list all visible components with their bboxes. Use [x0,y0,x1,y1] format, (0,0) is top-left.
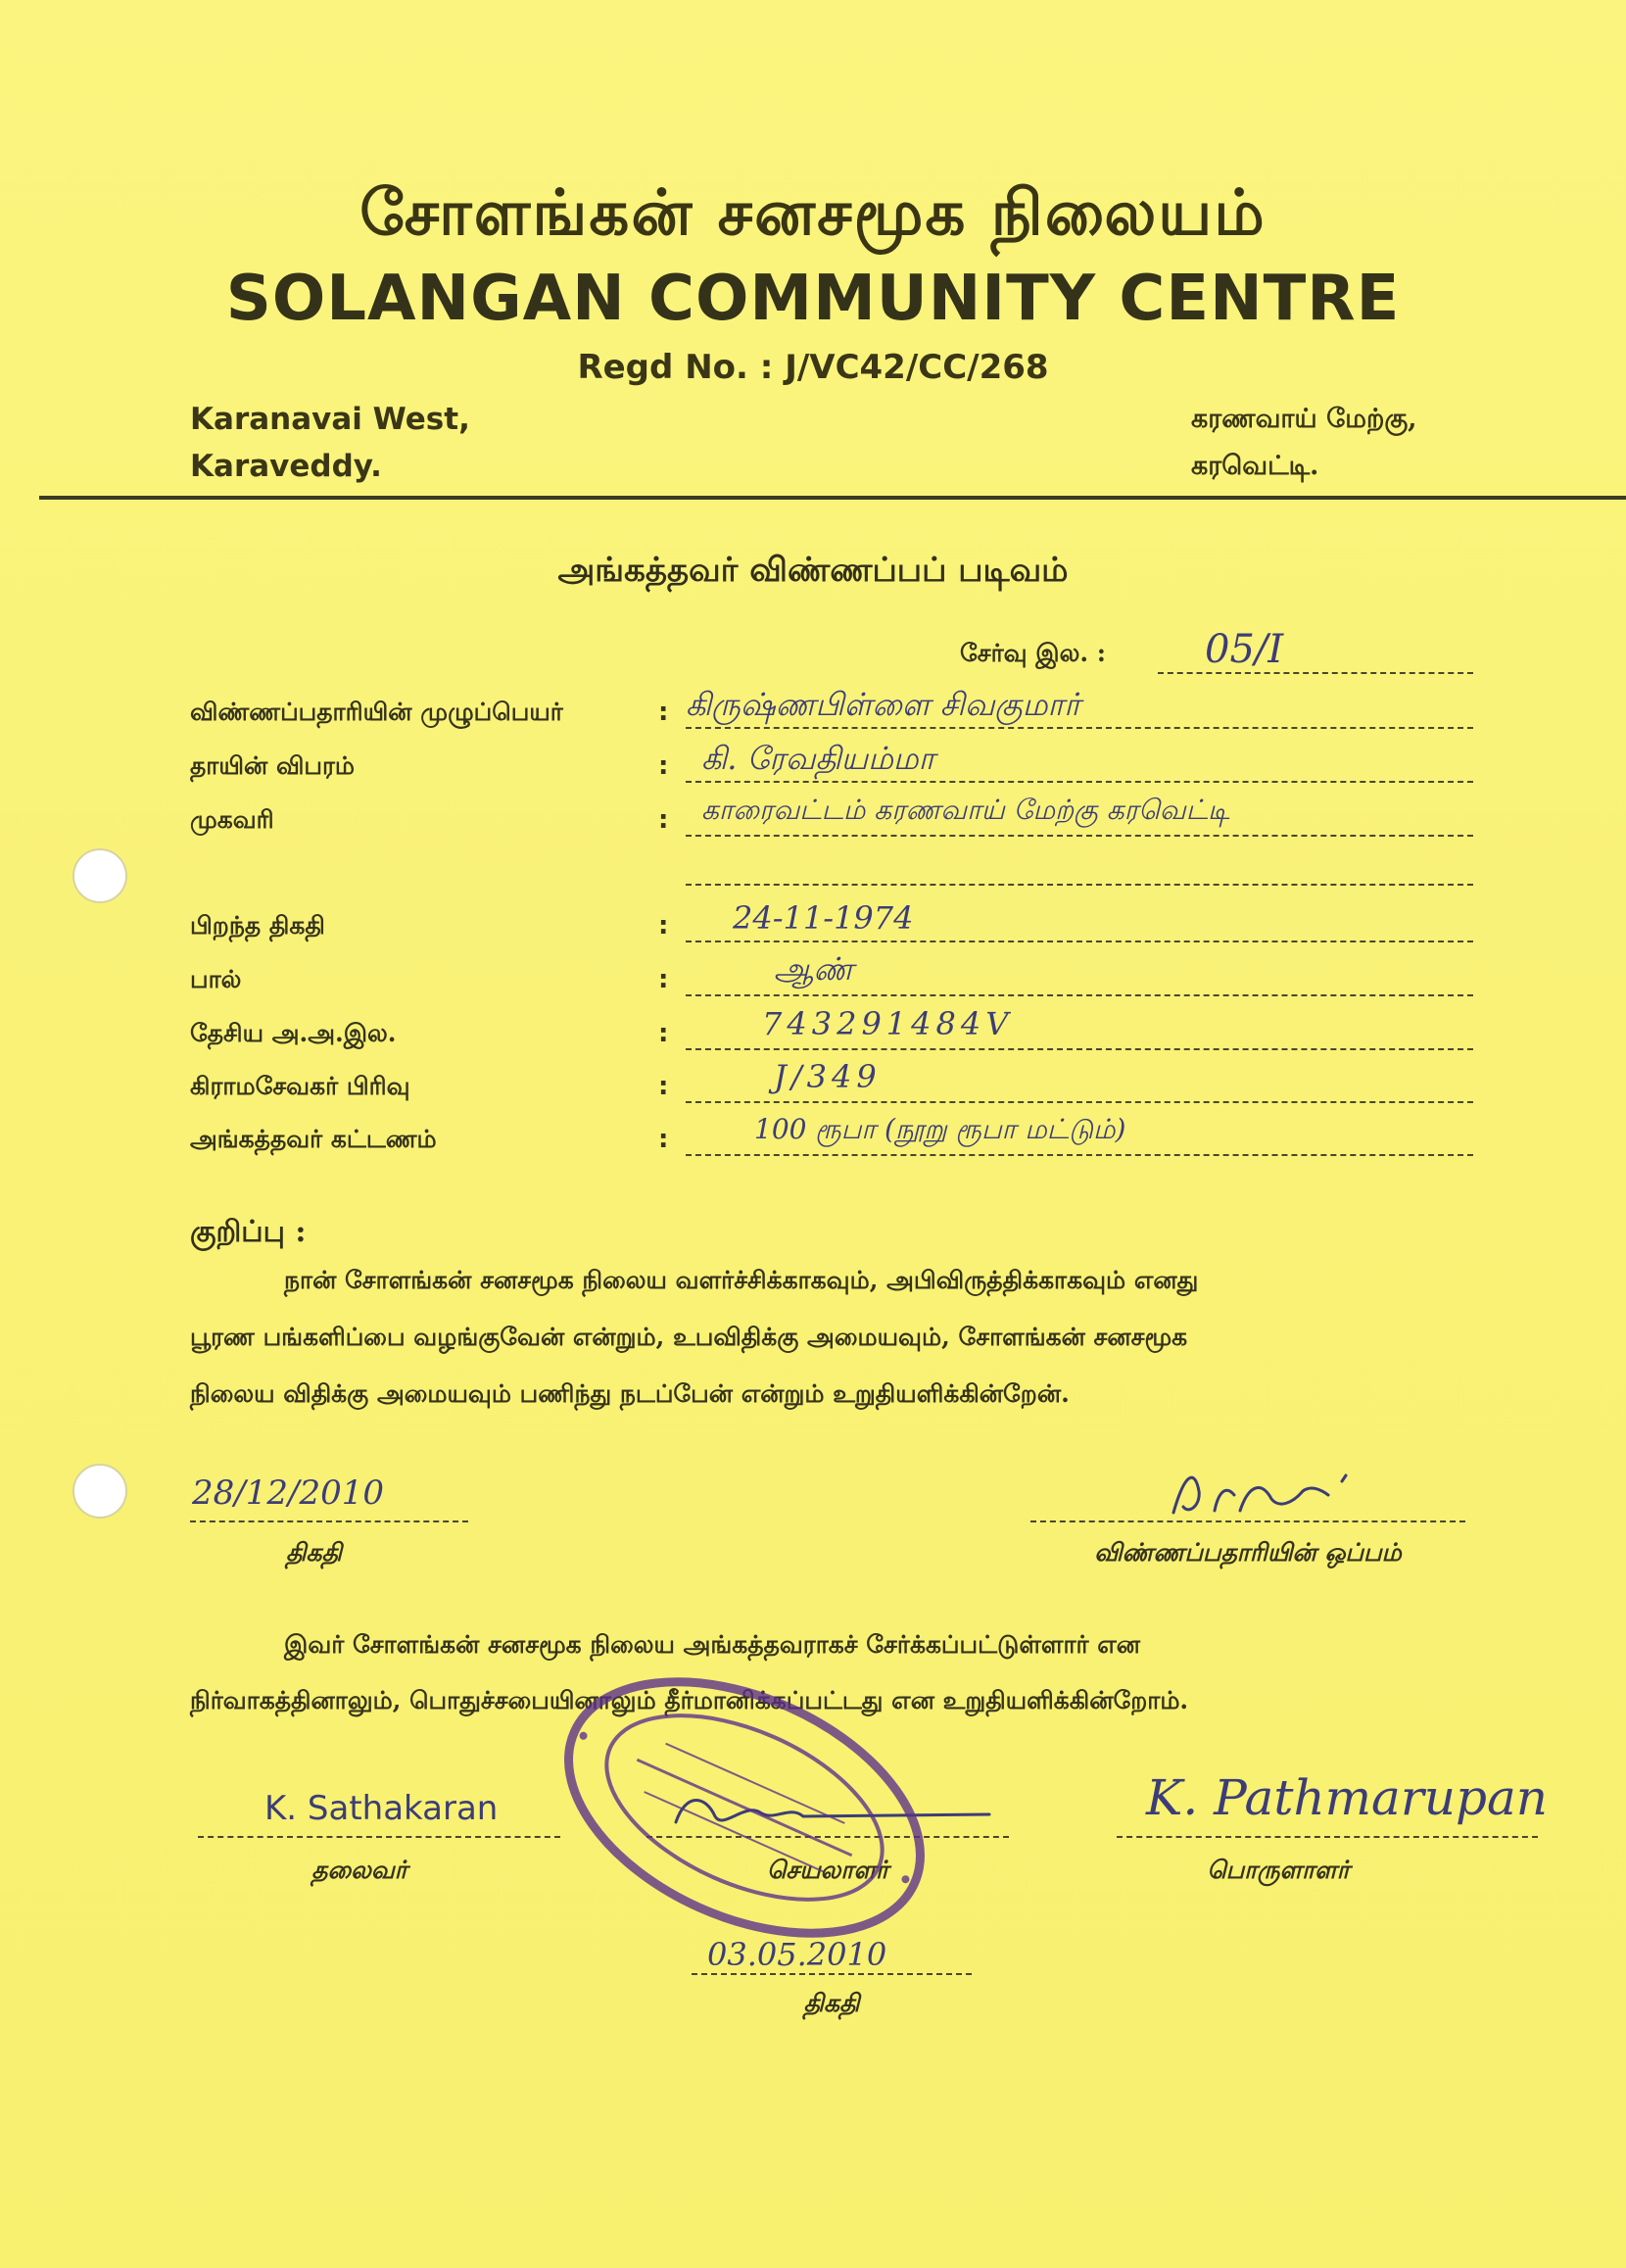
field-colon: : [658,1072,669,1101]
header-divider [39,496,1626,500]
field-line [686,939,1473,942]
field-line [686,1046,1473,1050]
applicant-date-caption: திகதி [286,1538,342,1567]
registration-number: Regd No. : J/VC42/CC/268 [577,348,1049,387]
approval-date-value: 03.05.2010 [707,1936,887,1973]
address-tamil-line2: கரவெட்டி. [1191,451,1319,481]
address-english [190,396,470,490]
field-line [686,833,1473,837]
president-signature-line [198,1834,560,1838]
field-line [686,992,1473,996]
field-colon: : [658,1125,669,1154]
applicant-signature-line [1030,1519,1465,1522]
treasurer-signature: K. Pathmarupan [1146,1769,1548,1826]
treasurer-caption: பொருளாளர் [1207,1856,1350,1884]
approval-line1: இவர் சோளங்கன் சனசமூக நிலைய அங்கத்தவராகச் சேர்க்கப்பட்டுள்ளார் என [284,1630,1141,1659]
field-colon: : [658,751,669,781]
field-label-mother: தாயின் விபரம் [190,751,356,780]
address-english-line1: Karanavai West, [190,402,470,437]
field-line [686,1099,1473,1103]
field-label-nic: தேசிய அ.அ.இல. [190,1019,397,1047]
field-label-dob: பிறந்த திகதி [190,911,325,940]
field-line [686,1152,1473,1156]
applicant-date-line [190,1519,468,1522]
address-tamil [1191,396,1417,490]
note-line2: பூரண பங்களிப்பை வழங்குவேன் என்றும், உபவிதிக்கு அமையவும், சோளங்கன் சனசமூக [190,1323,1188,1351]
field-value-full-name: கிருஷ்ணபிள்ளை சிவகுமார் [686,686,1080,723]
president-caption: தலைவர் [311,1856,407,1884]
address-english-line2: Karaveddy. [190,449,382,484]
title-english: SOLANGAN COMMUNITY CENTRE [225,263,1401,335]
field-colon: : [658,1019,669,1048]
field-label-gs-division: கிராமசேவகர் பிரிவு [190,1072,410,1100]
punch-hole-bottom [72,1464,127,1519]
punch-hole-top [72,848,127,903]
note-heading: குறிப்பு : [190,1215,307,1249]
field-line-address-2 [686,882,1473,886]
treasurer-signature-line [1117,1834,1538,1838]
approval-date-line [692,1971,972,1975]
field-colon: : [658,965,669,994]
field-value-sex: ஆண் [774,950,854,988]
field-colon: : [658,698,669,727]
note-line3: நிலைய விதிக்கு அமையவும் பணிந்து நடப்பேன் என்றும் உறுதியளிக்கின்றேன். [190,1379,1070,1408]
field-value-address: காரைவட்டம் கரணவாய் மேற்கு கரவெட்டி [701,794,1230,826]
field-label-fee: அங்கத்தவர் கட்டணம் [190,1125,437,1153]
applicant-signature-caption: விண்ணப்பதாரியின் ஒப்பம் [1094,1538,1402,1567]
address-tamil-line1: கரணவாய் மேற்கு, [1191,404,1417,434]
organization-stamp-icon [529,1665,960,1950]
note-line1: நான் சோளங்கன் சனசமூக நிலைய வளர்ச்சிக்காகவும், அபிவிருத்திக்காகவும் எனது [284,1266,1199,1294]
form-title: அங்கத்தவர் விண்ணப்பப் படிவம் [557,551,1069,590]
field-label-sex: பால் [190,965,242,993]
approval-line2: நிர்வாகத்தினாலும், பொதுச்சபையினாலும் தீர்மானிக்கப்பட்டது என உறுதியளிக்கின்றோம். [190,1686,1189,1714]
entry-number-value: 05/I [1205,627,1284,672]
field-colon: : [658,911,669,941]
applicant-date-value: 28/12/2010 [192,1473,384,1513]
field-value-nic: 743291484V [762,1005,1014,1042]
field-value-dob: 24-11-1974 [733,899,914,937]
entry-number-label: சேர்வு இல. : [960,639,1106,667]
title-tamil: சோளங்கன் சனசமூக நிலையம் [359,176,1267,250]
field-value-mother: கி. ரேவதியம்மா [701,740,935,777]
field-colon: : [658,805,669,835]
field-label-address: முகவரி [190,805,274,834]
approval-date-caption: திகதி [803,1989,860,2017]
president-signature: K. Sathakaran [264,1789,499,1828]
field-value-fee: 100 ரூபா (நூறு ரூபா மட்டும்) [754,1113,1126,1145]
field-value-gs-division: J/349 [774,1058,882,1095]
field-label-full-name: விண்ணப்பதாரியின் முழுப்பெயர் [190,698,563,726]
secretary-caption: செயலாளர் [766,1856,889,1884]
